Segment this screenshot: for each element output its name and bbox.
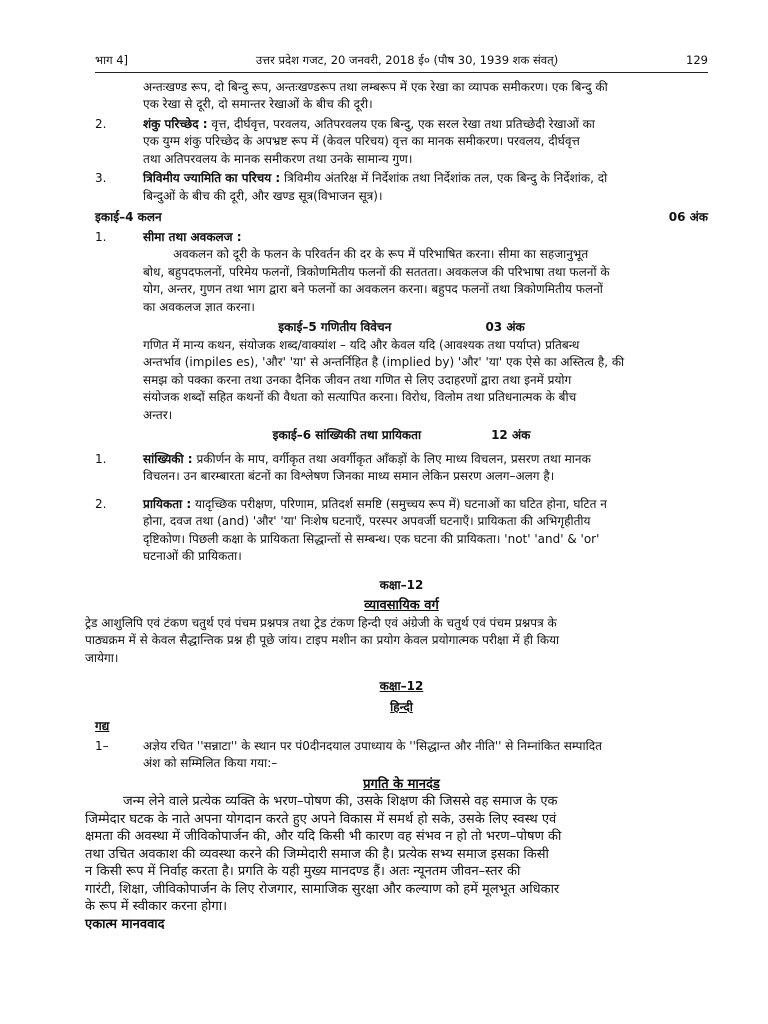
text-line: अवकलन को दूरी के फलन के परिवर्तन की दर के रूप में परिभाषित करना। सीमा का सहजानुभूत <box>173 247 589 261</box>
item-statistics <box>95 451 708 486</box>
text-line: के रूप में स्वीकार करना होगा। <box>85 899 227 914</box>
item-heading: त्रिविमीय ज्यामिति का परिचय : <box>143 171 281 185</box>
header-part: भाग 4] <box>95 53 128 67</box>
text-line: अन्तर। <box>143 407 173 422</box>
limits-paragraph-cont <box>95 264 708 317</box>
gadya-heading <box>95 718 708 736</box>
text-line: वृत्त, दीर्घवृत्त, परवलय, अतिपरवलय एक बिन्दु, एक सरल रेखा तथा प्रतिच्छेदी रेखाओं का <box>211 116 595 131</box>
text-line: क्षमता की अवस्था में जीविकोपार्जन की, और यदि किसी भी कारण वह संभव न हो तो भरण–पोषण की <box>85 829 562 844</box>
unit-marks: 12 अंक <box>491 428 531 442</box>
text-line: अन्तर्भाव (impiles es), 'और' 'या' से अन्तर्निहित है (implied by) 'और' 'या' एक ऐसे का अस्तित्व है, की <box>143 355 625 369</box>
item-number: 1. <box>95 229 107 244</box>
vocational-heading <box>95 597 708 615</box>
text-line: जन्म लेने वाले प्रत्येक व्यक्ति के भरण–पोषण की, उसके शिक्षण की जिससे वह समाज के एक <box>123 794 558 809</box>
text-line: विचलन। उन बारम्बारता बंटनों का विश्लेषण जिनका माध्य समान लेकिन प्रसरण अलग–अलग है। <box>143 469 555 483</box>
item-heading: प्रायिकता : <box>143 496 192 511</box>
essay-title: एकात्म मानववाद <box>85 916 165 932</box>
text-line: तथा उचित अवकाश की व्यवस्था करने की जिम्मेदारी समाज की है। प्रत्येक सभ्य समाज इसका किसी <box>85 846 549 862</box>
text-line: त्रिविमीय अंतरिक्ष में निर्देशांक तथा निर्देशांक तल, एक बिन्दु के निर्देशांक, दो <box>284 171 608 185</box>
text-line: यादृच्छिक परीक्षण, परिणाम, प्रतिदर्श समष्टि (समुच्चय रूप में) घटनाओं का घटित होना, घटित न <box>194 496 607 511</box>
text-line: ट्रेड आशुलिपि एवं टंकण चतुर्थ एवं पंचम प्रश्नपत्र तथा ट्रेड टंकण हिन्दी एवं अंग्रेजी के चतुर्थ एवं पंचम प्रश्नपत्र के <box>85 615 557 630</box>
text-line: न किसी रूप में निर्वाह करता है। प्रगति के यही मुख्य मानदण्ड हैं। अतः न्यूनतम जीवन–स्तर की <box>85 864 521 879</box>
unit-6-heading <box>95 427 708 445</box>
unit-marks: 06 अंक <box>668 210 708 224</box>
item-probability <box>95 496 708 566</box>
text-line: एक युग्म शंकु परिच्छेद के अपभ्रष्ट रूप में (केवल परिचय) वृत्त का मानक समीकरण। परवलय, दीर्घवृत्त <box>143 134 580 148</box>
pragati-heading <box>95 776 708 794</box>
unit-title: इकाई–4 कलन <box>95 210 162 224</box>
page-number: 129 <box>686 53 708 67</box>
text-line: अंश को सम्मिलित किया गया:– <box>143 756 278 770</box>
text-line: बोध, बहुपदफलनों, परिमेय फलनों, त्रिकोणमितीय फलनों की सततता। अवकलज की परिभाषा तथा फलनों के <box>143 264 610 279</box>
header-gazette-title: उत्तर प्रदेश गजट, 20 जनवरी, 2018 ई० (पौष 30, 1939 शक संवत्) <box>255 53 559 67</box>
intro-paragraph <box>95 79 708 114</box>
ekatma-heading <box>85 916 708 934</box>
class-12-heading <box>95 577 708 595</box>
item-number: 2. <box>95 496 107 511</box>
unit-title: इकाई–6 सांख्यिकी तथा प्रायिकता <box>272 428 422 442</box>
text-line: योग, अन्तर, गुणन तथा भाग द्वारा बने फलनों का अवकलन करना। बहुपद फलनों तथा त्रिकोणमितीय फलनों <box>143 282 603 296</box>
item-heading: शंकु परिच्छेद : <box>143 116 208 131</box>
item-heading: सांख्यिकी : <box>143 451 193 466</box>
unit-title: इकाई–5 गणितीय विवेचन <box>278 320 392 334</box>
text-line: संयोजक शब्दों सहित कथनों की वैधता को सत्यापित करना। विरोध, विलोम तथा प्रतिधनात्मक के बीच <box>143 390 577 404</box>
subject-title: हिन्दी <box>390 699 413 714</box>
pragati-paragraph <box>85 793 708 916</box>
limits-paragraph <box>95 246 708 264</box>
text-line: एक रेखा से दूरी, दो समान्तर रेखाओं के बीच की दूरी। <box>143 97 373 111</box>
class-12-heading-hindi <box>95 678 708 696</box>
section-label: गद्य <box>95 719 110 733</box>
item-3d-geometry <box>95 170 708 205</box>
hindi-heading <box>95 699 708 717</box>
item-number: 1– <box>95 738 109 753</box>
text-line: जिम्मेदार घटक के नाते अपना योगदान करते हुए अपने विकास में समर्थ हो सके, उसके लिए स्वस्थ एवं <box>85 811 557 827</box>
item-number: 2. <box>95 116 107 131</box>
text-line: तथा अतिपरवलय के मानक समीकरण तथा उनके सामान्य गुण। <box>143 151 413 166</box>
item-limits <box>95 229 708 247</box>
unit-4-heading <box>95 209 708 227</box>
item-conic-sections <box>95 116 708 169</box>
unit-marks: 03 अंक <box>485 320 525 334</box>
class-label: कक्षा–12 <box>379 679 424 693</box>
item-gadya-1 <box>95 738 708 773</box>
page-header <box>95 52 708 73</box>
item-heading: सीमा तथा अवकलज : <box>143 229 242 244</box>
text-line: गारंटी, शिक्षा, जीविकोपार्जन के लिए रोजगार, सामाजिक सुरक्षा और कल्याण को हमें मूलभूत अधिकार <box>85 881 560 897</box>
text-line: अज्ञेय रचित ''सन्नाटा'' के स्थान पर पं0दीनदयाल उपाध्याय के ''सिद्धान्त और नीति'' से निम्नांकित सम्पादित <box>143 738 602 753</box>
class-label: कक्षा–12 <box>379 577 424 592</box>
text-line: अन्तःखण्ड रूप, दो बिन्दु रूप, अन्तःखण्डरूप तथा लम्बरूप में एक रेखा का व्यापक समीकरण। एक बिन्दु की <box>143 79 608 94</box>
unit-5-heading <box>95 319 708 337</box>
item-number: 1. <box>95 451 107 466</box>
essay-title: प्रगति के मानदंड <box>363 776 440 792</box>
item-number: 3. <box>95 171 107 185</box>
text-line: प्रकीर्णन के माप, वर्गीकृत तथा अवर्गीकृत आँकड़ों के लिए माध्य विचलन, प्रसरण तथा मानक <box>196 451 591 466</box>
text-line: बिन्दुओं के बीच की दूरी, और खण्ड सूत्र(विभाजन सूत्र)। <box>143 188 383 203</box>
text-line: दृष्टिकोण। पिछली कक्षा के प्रायिकता सिद्धान्तों से सम्बन्ध। एक घटना की प्रायिकता। 'not' 'and' & 'or' <box>143 531 600 546</box>
vocational-paragraph <box>85 615 708 668</box>
text-line: घटनाओं की प्रायिकता। <box>143 549 242 563</box>
text-line: होना, दवज तथा (and) 'और' 'या' निःशेष घटनाएँ, परस्पर अपवर्जी घटनाएँ। प्रायिकता की अभिगृहीतीय <box>143 514 591 528</box>
unit-5-paragraph <box>95 337 708 425</box>
section-title: व्यावसायिक वर्ग <box>364 598 439 613</box>
text-line: पाठ्यक्रम में से केवल सैद्धान्तिक प्रश्न ही पूछे जांय। टाइप मशीन का प्रयोग केवल प्रयोगात्मक परीक्षा में ही किया <box>85 633 560 647</box>
text-line: जायेगा। <box>85 650 119 665</box>
text-line: समझ को पक्का करना तथा उनका दैनिक जीवन तथा गणित से लिए उदाहरणों द्वारा तथा इनमें प्रयोग <box>143 372 572 387</box>
text-line: गणित में मान्य कथन, संयोजक शब्द/वाक्यांश – यदि और केवल यदि (आवश्यक तथा पर्याप्त) प्रतिबन्ध <box>143 337 580 352</box>
text-line: का अवकलज ज्ञात करना। <box>143 299 255 314</box>
